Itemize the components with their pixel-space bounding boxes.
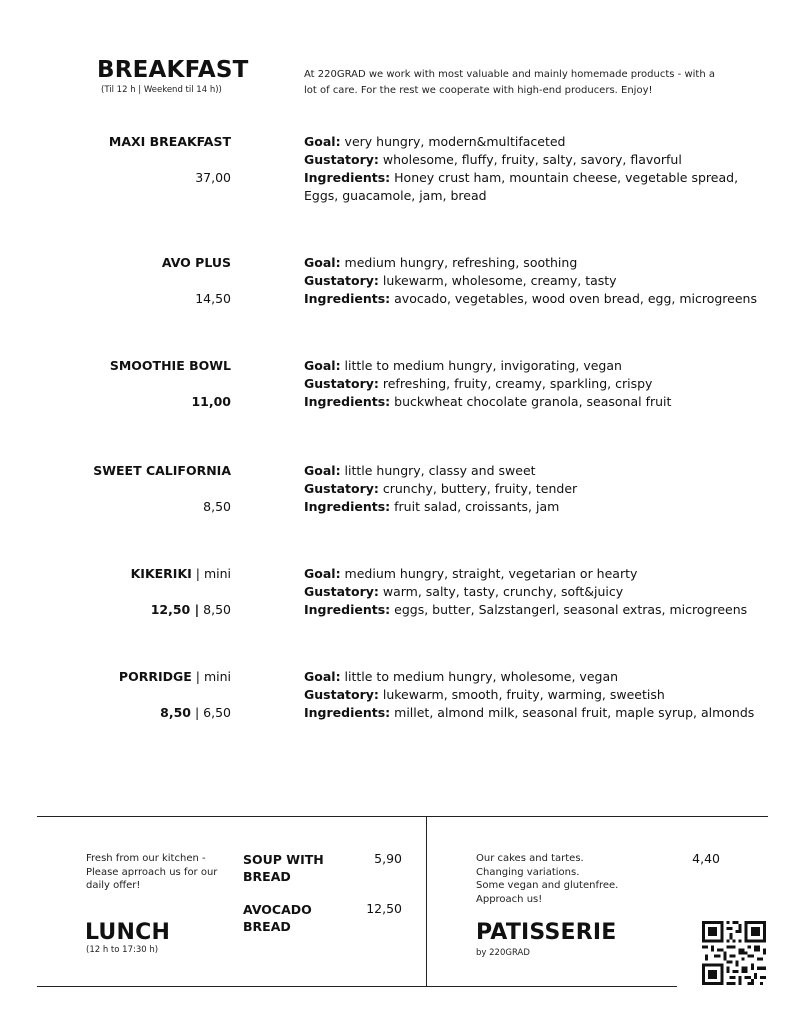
intro-line-1: At 220GRAD we work with most valuable and mainly homemade products - with a [304,69,715,80]
intro-line-2: lot of care. For the rest we cooperate with high-end producers. Enjoy! [304,85,653,96]
lunch-title: LUNCH [85,920,171,945]
menu-item-name: PORRIDGE | mini [118,669,231,684]
goal-line: Goal: little to medium hungry, wholesome, vegan [304,669,619,684]
goal-line: Goal: little to medium hungry, invigorating, vegan [304,358,622,373]
menu-item-description [304,357,671,411]
lunch-item-name [243,851,324,885]
qr-code-graphic [702,921,766,985]
breakfast-hours: (Til 12 h | Weekend til 14 h)) [101,85,222,95]
menu-item-name: SMOOTHIE BOWL [109,358,231,373]
lunch-note-line: Please aprroach us for our [86,866,218,878]
menu-item-name: MAXI BREAKFAST [108,134,231,149]
footer-top-divider [37,816,768,817]
lunch-item-name-line: BREAD [243,919,291,934]
menu-item-price: 8,50 [203,499,231,514]
lunch-item-name-line: SOUP WITH [243,852,324,867]
patisserie-note-line: Our cakes and tartes. [476,853,584,864]
goal-line: Goal: medium hungry, straight, vegetarian or hearty [304,566,638,581]
breakfast-title: BREAKFAST [97,57,249,83]
gustatory-line: Gustatory: wholesome, fluffy, fruity, salty, savory, flavorful [304,152,682,167]
lunch-note-line: daily offer! [86,880,141,891]
patisserie-note [476,852,618,906]
goal-line: Goal: medium hungry, refreshing, soothing [304,255,578,270]
lunch-item-price: 5,90 [374,851,402,866]
patisserie-note-line: Some vegan and glutenfree. [476,880,619,891]
menu-item-price: 37,00 [195,170,231,185]
menu-item-description [304,254,757,308]
patisserie-note-line: Changing variations. [476,866,580,878]
gustatory-line: Gustatory: lukewarm, wholesome, creamy, tasty [304,273,617,288]
menu-item-price: 11,00 [191,394,231,409]
menu-item-name: SWEET CALIFORNIA [93,463,231,478]
lunch-item-price: 12,50 [366,901,402,916]
gustatory-line: Gustatory: crunchy, buttery, fruity, tender [304,481,578,496]
lunch-note [86,852,217,893]
menu-item-price: 8,50 | 6,50 [160,705,231,720]
menu-item-description [304,133,738,205]
patisserie-price: 4,40 [692,851,720,866]
ingredients-line: Ingredients: fruit salad, croissants, jam [304,499,560,514]
ingredients-line: Ingredients: millet, almond milk, seasonal fruit, maple syrup, almonds [304,705,755,720]
lunch-item-name [243,901,312,935]
menu-item-name: AVO PLUS [161,255,231,270]
lunch-note-line: Fresh from our kitchen - [86,853,206,864]
gustatory-line: Gustatory: warm, salty, tasty, crunchy, soft&juicy [304,584,624,599]
lunch-item-name-line: BREAD [243,869,291,884]
ingredients-line: Ingredients: Honey crust ham, mountain cheese, vegetable spread, [304,170,739,185]
ingredients-line: Ingredients: avocado, vegetables, wood oven bread, egg, microgreens [304,291,757,306]
menu-item-price: 12,50 | 8,50 [150,602,231,617]
qr-code-icon[interactable] [702,921,766,985]
gustatory-line: Gustatory: lukewarm, smooth, fruity, warming, sweetish [304,687,665,702]
breakfast-intro [304,67,715,99]
menu-item-description [304,668,754,722]
goal-line: Goal: very hungry, modern&multifaceted [304,134,566,149]
footer-bottom-divider [37,986,677,987]
ingredients-line: Ingredients: buckwheat chocolate granola, seasonal fruit [304,394,672,409]
menu-item-name: KIKERIKI | mini [130,566,231,581]
ingredients-line: Ingredients: eggs, butter, Salzstangerl, seasonal extras, microgreens [304,602,748,617]
goal-line: Goal: little hungry, classy and sweet [304,463,536,478]
lunch-hours: (12 h to 17:30 h) [86,945,159,955]
menu-item-price: 14,50 [195,291,231,306]
lunch-item-name-line: AVOCADO [243,902,312,917]
menu-item-description [304,565,747,619]
patisserie-byline: by 220GRAD [476,948,530,958]
patisserie-note-line: Approach us! [476,893,543,905]
footer-center-divider [426,816,427,986]
menu-item-description [304,462,577,516]
patisserie-title: PATISSERIE [476,920,617,945]
gustatory-line: Gustatory: refreshing, fruity, creamy, sparkling, crispy [304,376,653,391]
ingredients-continued: Eggs, guacamole, jam, bread [304,188,487,203]
